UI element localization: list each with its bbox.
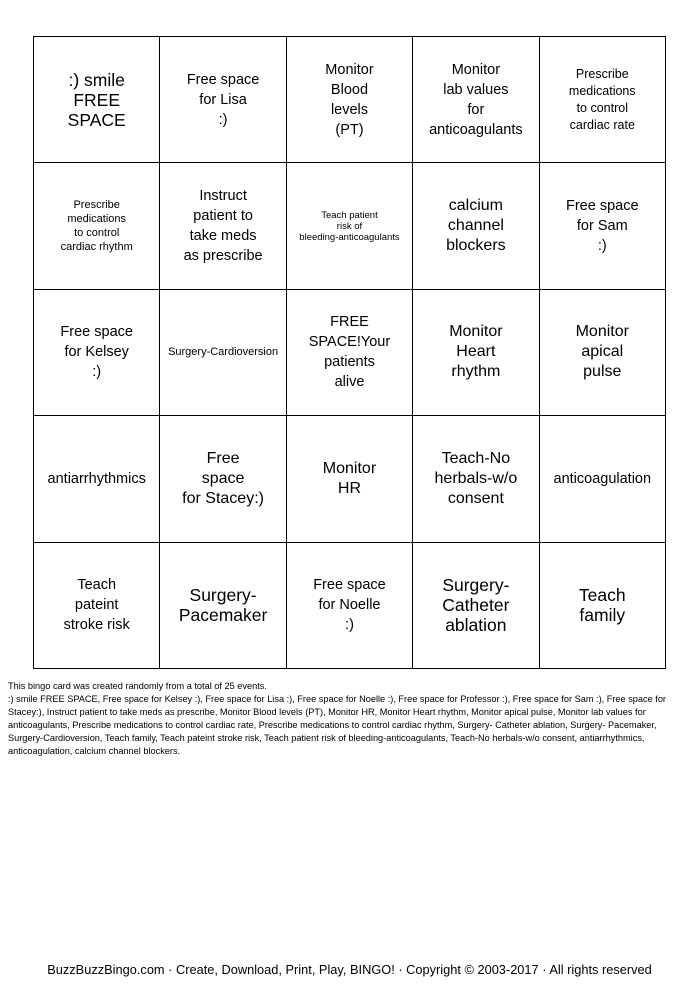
- bingo-card-body: [34, 37, 666, 669]
- bingo-cell: Monitor Heart rhythm: [413, 289, 539, 415]
- bingo-cell: Free space for Sam :): [539, 163, 665, 289]
- bingo-cell: calcium channel blockers: [413, 163, 539, 289]
- bingo-row: [34, 289, 666, 415]
- bingo-cell: antiarrhythmics: [34, 416, 160, 542]
- bingo-cell: Surgery- Catheter ablation: [413, 542, 539, 668]
- bingo-row: [34, 542, 666, 668]
- bingo-cell: Teach patient risk of bleeding-anticoagulants: [286, 163, 412, 289]
- bingo-cell: :) smile FREE SPACE: [34, 37, 160, 163]
- event-list-text: :) smile FREE SPACE, Free space for Kelsey :), Free space for Lisa :), Free space for Noelle :), Free space for Professor :), Free space for Sam :), Free space for Stacey:), Instruct patient to take meds as prescribe, Monitor Blood levels (PT), Monitor HR, Monitor Heart rhythm, Monitor apical pulse, Monitor lab values for anticoagulants, Prescribe medications to control cardiac rate, Prescribe medications to control cardiac rhythm, Surgery- Catheter ablation, Surgery- Pacemaker, Surgery-Cardioversion, Teach family, Teach pateint stroke risk, Teach patient risk of bleeding-anticoagulants, Teach-No herbals-w/o consent, antiarrhythmics, anticoagulation, calcium channel blockers.: [8, 694, 666, 756]
- bingo-cell: Prescribe medications to control cardiac rhythm: [34, 163, 160, 289]
- bingo-cell: Free space for Lisa :): [160, 37, 286, 163]
- bingo-cell: anticoagulation: [539, 416, 665, 542]
- bingo-cell: Free space for Kelsey :): [34, 289, 160, 415]
- bingo-cell: Surgery- Pacemaker: [160, 542, 286, 668]
- bingo-cell: Prescribe medications to control cardiac rate: [539, 37, 665, 163]
- card-summary-text: This bingo card was created randomly from a total of 25 events.: [8, 681, 267, 691]
- bingo-row: [34, 416, 666, 542]
- card-notes: [8, 680, 692, 758]
- bingo-cell: Teach family: [539, 542, 665, 668]
- bingo-cell: Teach pateint stroke risk: [34, 542, 160, 668]
- bingo-cell: Surgery-Cardioversion: [160, 289, 286, 415]
- bingo-cell: Teach-No herbals-w/o consent: [413, 416, 539, 542]
- bingo-cell: Monitor Blood levels (PT): [286, 37, 412, 163]
- bingo-card-grid: [33, 36, 666, 669]
- bingo-row: [34, 163, 666, 289]
- footer-copyright: BuzzBuzzBingo.com · Create, Download, Print, Play, BINGO! · Copyright © 2003-2017 · All rights reserved: [47, 962, 652, 977]
- bingo-cell: Free space for Noelle :): [286, 542, 412, 668]
- bingo-cell: Instruct patient to take meds as prescribe: [160, 163, 286, 289]
- bingo-cell: Monitor lab values for anticoagulants: [413, 37, 539, 163]
- bingo-cell: Monitor HR: [286, 416, 412, 542]
- bingo-cell: Monitor apical pulse: [539, 289, 665, 415]
- bingo-cell: FREE SPACE!Your patients alive: [286, 289, 412, 415]
- bingo-row: [34, 37, 666, 163]
- bingo-cell: Free space for Stacey:): [160, 416, 286, 542]
